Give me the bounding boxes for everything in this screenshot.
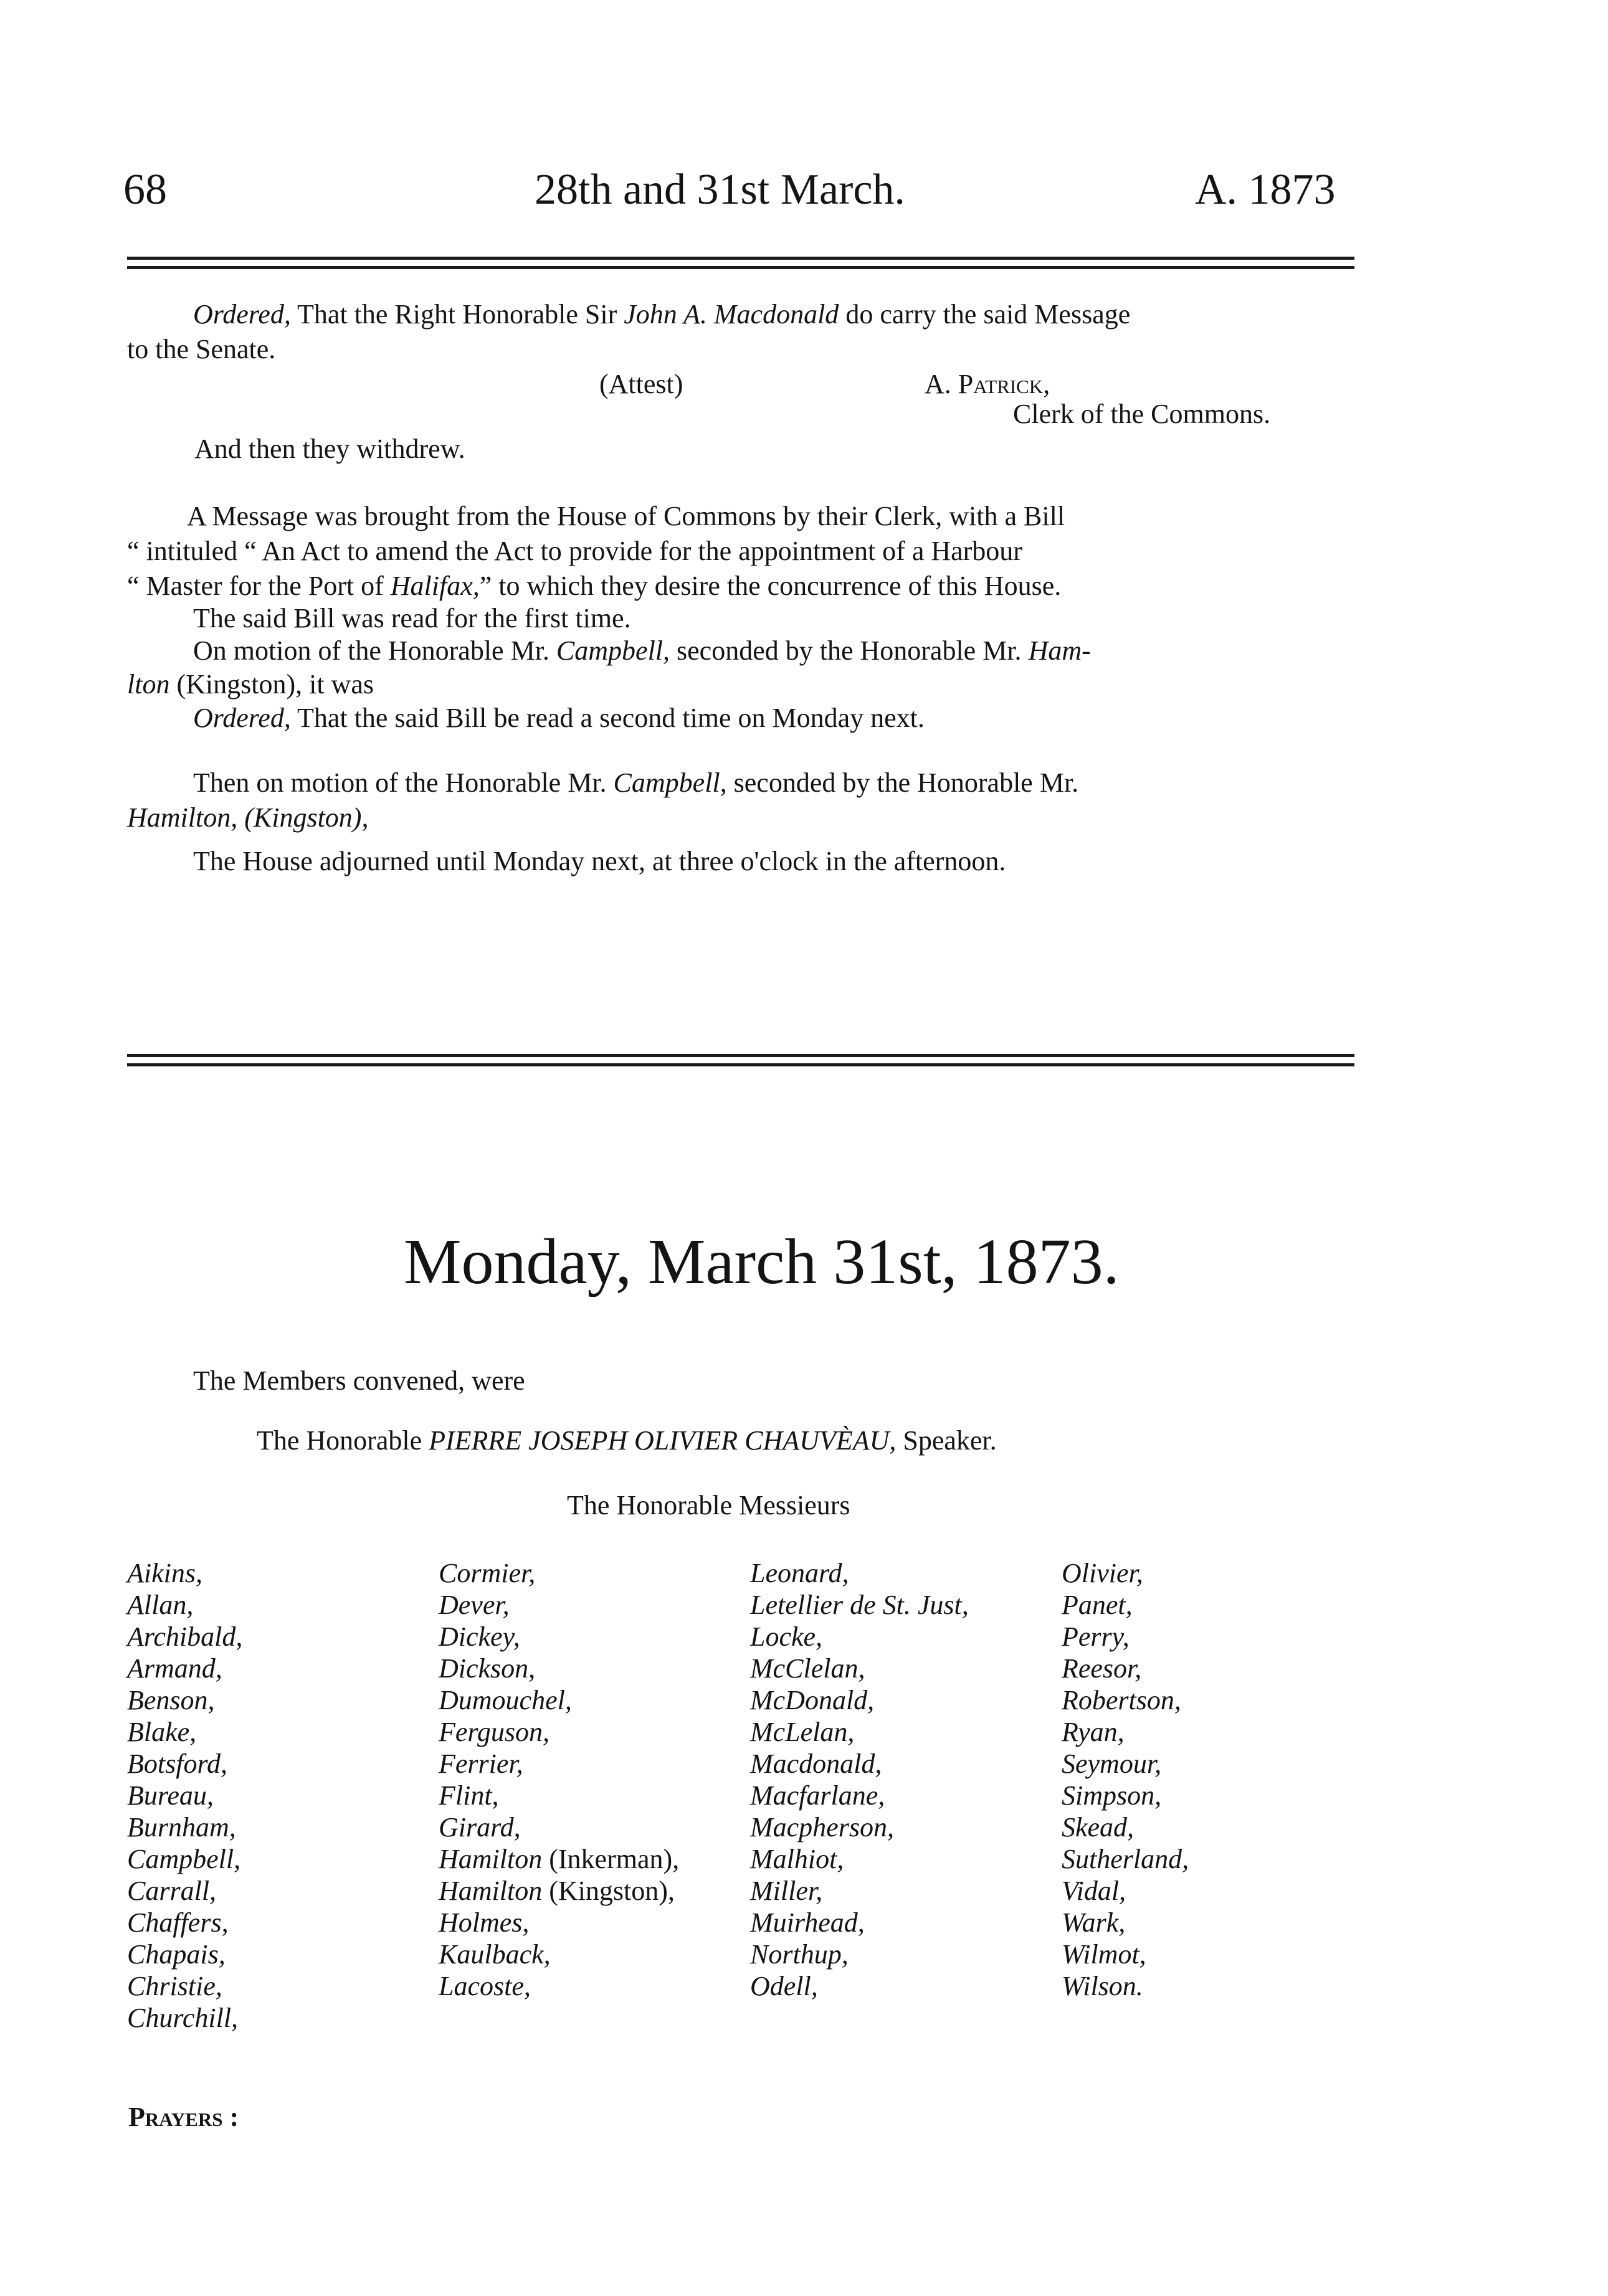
member-name: Chapais, (127, 1939, 226, 1970)
member-name: Blake, (127, 1717, 197, 1747)
member-name: Odell, (750, 1971, 818, 2001)
member-name: Ferrier, (439, 1748, 523, 1779)
person-name: John A. Macdonald (624, 299, 839, 330)
date-heading: Monday, March 31st, 1873. (404, 1226, 1120, 1297)
member-name: McDonald, (750, 1685, 875, 1715)
member-name: Vidal, (1062, 1876, 1126, 1906)
ordered-paragraph-2: Ordered, That the said Bill be read a second time on Monday next. (193, 703, 925, 733)
person-name: Ham- (1028, 635, 1091, 666)
member-name: Perry, (1062, 1621, 1130, 1652)
member-name: Armand, (127, 1653, 222, 1684)
member-name: Robertson, (1062, 1685, 1181, 1715)
member-name: Northup, (750, 1939, 849, 1970)
clerk-name: A. Patrick, (925, 369, 1050, 399)
section-rule-bottom (127, 1063, 1354, 1066)
message-line-1: A Message was brought from the House of Commons by their Clerk, with a Bill (187, 501, 1065, 531)
adjourned-line: The House adjourned until Monday next, at three o'clock in the afternoon. (193, 846, 1006, 876)
member-name: Dever, (439, 1590, 510, 1620)
member-name: Aikins, (127, 1558, 202, 1588)
member-name: Malhiot, (750, 1844, 844, 1874)
member-name: Panet, (1062, 1590, 1133, 1620)
members-column-3 (750, 1557, 969, 2002)
member-name: Holmes, (439, 1907, 530, 1938)
first-reading-line: The said Bill was read for the first time. (193, 603, 631, 633)
members-column-2 (439, 1557, 679, 2002)
member-name: Christie, (127, 1971, 222, 2001)
message-line-2: “ intituled “ An Act to amend the Act to provide for the appointment of a Harbour (127, 536, 1022, 566)
member-name: Benson, (127, 1685, 215, 1715)
member-name: Letellier de St. Just, (750, 1590, 969, 1620)
member-name: Burnham, (127, 1812, 236, 1843)
member-name: McClelan, (750, 1653, 865, 1684)
clerk-title: Clerk of the Commons. (1013, 399, 1271, 429)
member-name: Wilson. (1062, 1971, 1143, 2001)
member-name: Cormier, (439, 1558, 536, 1588)
section-rule-top (127, 1054, 1354, 1057)
speaker-name: PIERRE JOSEPH OLIVIER CHAUVÈAU, (429, 1425, 897, 1456)
member-name: Seymour, (1062, 1748, 1162, 1779)
speaker-line: The Honorable PIERRE JOSEPH OLIVIER CHAUVÈAU, Speaker. (257, 1425, 997, 1456)
withdrew-line: And then they withdrew. (194, 434, 465, 464)
member-name: Campbell, (127, 1844, 241, 1874)
attest-label: (Attest) (599, 369, 683, 399)
member-name: Wilmot, (1062, 1939, 1146, 1970)
member-name: Girard, (439, 1812, 521, 1843)
ordered-label: Ordered, (193, 299, 291, 330)
member-name: Ferguson, (439, 1717, 550, 1747)
place-name: Halifax, (390, 571, 480, 601)
member-name-with-riding: Hamilton (Inkerman), (439, 1844, 680, 1874)
page-number: 68 (123, 166, 167, 214)
member-name: Muirhead, (750, 1907, 865, 1938)
running-year: A. 1873 (1195, 166, 1336, 214)
motion-line-1: On motion of the Honorable Mr. Campbell, seconded by the Honorable Mr. Ham- (193, 635, 1091, 666)
member-name: Olivier, (1062, 1558, 1143, 1588)
convened-line: The Members convened, were (193, 1365, 525, 1396)
member-name: McLelan, (750, 1717, 855, 1747)
ordered-paragraph-1-line2: to the Senate. (127, 334, 276, 364)
ordered-paragraph-1: Ordered, That the Right Honorable Sir John A. Macdonald do carry the said Message (193, 299, 1131, 330)
member-name-with-riding: Hamilton (Kingston), (439, 1876, 675, 1906)
header-rule-top (127, 257, 1354, 260)
member-name: Reesor, (1062, 1653, 1142, 1684)
member-name: Locke, (750, 1621, 823, 1652)
member-name: Ryan, (1062, 1717, 1125, 1747)
person-name: lton (127, 669, 170, 700)
member-name: Chaffers, (127, 1907, 229, 1938)
member-name: Dickson, (439, 1653, 536, 1684)
member-name: Churchill, (127, 2003, 239, 2033)
member-name: Dickey, (439, 1621, 520, 1652)
prayers-heading: Prayers : (128, 2102, 239, 2132)
member-name: Leonard, (750, 1558, 849, 1588)
member-name: Simpson, (1062, 1780, 1162, 1811)
message-line-3: “ Master for the Port of Halifax,” to which they desire the concurrence of this House. (127, 571, 1062, 601)
members-column-4 (1062, 1557, 1189, 2002)
member-name: Flint, (439, 1780, 499, 1811)
member-name: Macdonald, (750, 1748, 882, 1779)
messieurs-heading: The Honorable Messieurs (567, 1490, 850, 1520)
members-column-1 (127, 1557, 242, 2034)
person-name: Campbell, (613, 767, 727, 798)
member-name: Allan, (127, 1590, 194, 1620)
member-name: Skead, (1062, 1812, 1135, 1843)
member-name: Lacoste, (439, 1971, 531, 2001)
member-name: Sutherland, (1062, 1844, 1189, 1874)
person-name: Campbell, (556, 635, 670, 666)
member-name: Kaulback, (439, 1939, 551, 1970)
member-name: Dumouchel, (439, 1685, 572, 1715)
member-name: Miller, (750, 1876, 823, 1906)
member-name: Macfarlane, (750, 1780, 885, 1811)
person-name: Hamilton, (Kingston), (127, 802, 369, 833)
member-name: Archibald, (127, 1621, 243, 1652)
member-name: Wark, (1062, 1907, 1126, 1938)
member-name: Macpherson, (750, 1812, 894, 1843)
member-name: Carrall, (127, 1876, 217, 1906)
member-name: Botsford, (127, 1748, 227, 1779)
header-rule-bottom (127, 266, 1354, 269)
motion-line-3: Then on motion of the Honorable Mr. Campbell, seconded by the Honorable Mr. (193, 767, 1079, 798)
running-title: 28th and 31st March. (535, 166, 905, 214)
motion-line-2: lton (Kingston), it was (127, 669, 374, 700)
motion-line-4 (127, 802, 368, 834)
ordered-label: Ordered, (193, 703, 291, 733)
member-name: Bureau, (127, 1780, 214, 1811)
